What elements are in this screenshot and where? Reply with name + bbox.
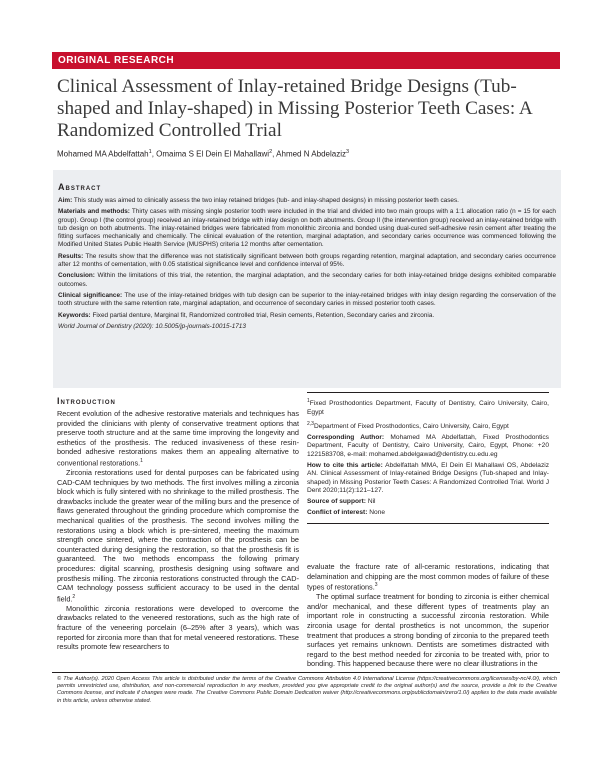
abstract-citation: World Journal of Dentistry (2020): 10.5005/jp-journals-10015-1713	[58, 322, 246, 330]
affiliation-rule	[307, 523, 549, 524]
author-list: Mohamed MA Abdelfattah$^1$, Omaima S El Dein El Mahallawi$^2$, Ahmed N Abdelaziz$^3$	[57, 149, 350, 159]
section-band	[52, 52, 560, 69]
corresponding-author: Corresponding Author: Mohamed MA Abdelfattah, Fixed Prosthodontics Department, Faculty of Dentistry, Cairo University, Cairo, Egypt, Phone: +20 1221583708, e-mail: mohamed.abdelgawad@dentistry.cu.edu.eg	[307, 433, 549, 458]
license-footer: © The Author(s). 2020 Open Access This article is distributed under the terms of the Creative Commons Attribution 4.0 International License (https://creativecommons.org/licenses/by-nc/4.0/), which permits unrestricted use, distribution, and non-commercial reproduction in any medium, provided you give appropriate credit to the original author(s) and the source, provide a link to the Creative Commons license, and indicate if changes were made. The Creative Commons Public Domain Dedication waiver (http://creativecommons.org/publicdomain/zero/1.0/) applies to the data made available in this article, unless otherwise stated.	[57, 676, 557, 704]
abstract-keywords: Keywords: Fixed partial denture, Marginal fit, Randomized controlled trial, Resin cements, Retention, Secondary caries and zirconia.	[58, 311, 435, 319]
affiliation-rule	[307, 392, 549, 393]
abstract-box	[53, 170, 561, 388]
abstract-significance: Clinical significance: The use of the inlay-retained bridges with tub design can be superior to the inlay-retained bridges with inlay design regarding the conservation of the tooth structure with the same retention rate, marginal adaptation, and occurrence of secondary caries in missed posterior tooth cases.	[58, 291, 556, 308]
band-label: ORIGINAL RESEARCH	[58, 55, 175, 66]
conflict-of-interest: Conflict of interest: None	[307, 509, 386, 517]
how-to-cite: How to cite this article: Abdelfattah MMA, El Dein El Mahallawi OS, Abdelaziz AN. Clinical Assessment of Inlay-retained Bridge Designs (Tub-shaped and Inlay-shaped) in Missing Posterior Teeth Cases: A Randomized Controlled Trial. World J Dent 2020;11(2):121–127.	[307, 461, 550, 495]
article-title: Clinical Assessment of Inlay-retained Bridge Designs (Tub-shaped and Inlay-shaped) in Missing Posterior Teeth Cases: A Randomized Controlled Trial	[57, 76, 532, 141]
introduction-right-column	[307, 562, 549, 669]
author-sup: 2	[269, 149, 273, 155]
abstract-heading: Abstract	[58, 182, 102, 192]
intro-paragraph: evaluate the fracture rate of all-ceramic restorations, indicating that delamination and chipping are the most common modes of failure of these types of restorations.$^3$	[307, 562, 549, 592]
intro-paragraph: Zirconia restorations used for dental purposes can be fabricated using CAD-CAM techniques by two methods. The first involves milling a zirconia block which is fully sintered with no shrinkage to the milled prosthesis. The drawbacks include the greater wear of the milling burs and the presence of flaws generated throughout the grinding procedure which compromise the mechanical qualities of the prosthesis. The second involves milling the restorations using a block which is pre-sintered, meeting the maximum strength once sintered, where the contraction of the prosthesis can be counteracted during designing the restoration, so that the prosthesis fit is guaranteed. The two methods encompass the following primary procedures: digital scanning, prosthesis designing using software and prosthesis milling. The zirconia restorations constructed through the CAD-CAM technology possess sufficient accuracy to be used in the dental field.$^2$	[57, 467, 299, 604]
author-name: Ahmed N Abdelaziz	[276, 149, 346, 159]
source-of-support: Source of support: Nil	[307, 498, 376, 506]
introduction-heading: Introduction	[57, 396, 116, 406]
author-name: Omaima S El Dein El Mahallawi	[156, 149, 270, 159]
abstract-conclusion: Conclusion: Within the limitations of this trial, the retention, the marginal adaptation, and the secondary caries for both inlay-retained bridge designs exhibited comparable outcomes.	[58, 272, 557, 288]
abstract-body	[58, 197, 556, 334]
affiliations	[307, 392, 549, 524]
abstract-methods: Materials and methods: Thirty cases with missing single posterior tooth were included in the trial and divided into two main groups with a 1:1 allocation ratio (n = 15 for each group). Group I (the control group) received an inlay-retained bridge with inlay design on both abutments. Group II (the intervention group) received an inlay-retained bridge with tub design on both abutments. The inlay-retained bridges were fabricated from monolithic zirconia and bonded using dual-cured self-adhesive resin cement after treating the fitting surfaces mechanically and chemically. The clinical evaluation of the retention, marginal adaptation, and secondary caries occurrence was commenced following the Modified United States Public Health Service (MUSPHS) criteria 12 months after cementation.	[58, 208, 556, 249]
affiliation-2: $^{2,3}$Department of Fixed Prosthodontics, Cairo University, Cairo, Egypt	[307, 420, 509, 430]
author-sup: 3	[345, 149, 350, 155]
intro-paragraph: The optimal surface treatment for bonding to zirconia is either chemical and/or mechanical, and these different types of treatments play an important role in constructing a successful zirconia restoration. While zirconia usage for dental prosthetics is not uncommon, the superior treatment that produces a strong bonding of zirconia to the prepared teeth surfaces yet remains unknown. Dentists are sometimes distracted with regard to the best method needed for zirconia to be treated with, prior to bonding. This happened because there were no clear illustrations in the	[307, 592, 549, 669]
abstract-results: Results: The results show that the difference was not statistically significant between both groups regarding retention, marginal adaptation, and secondary caries occurrence after 12 months of cementation, with 0.05 statistical significance level and confidence interval of 95%.	[58, 252, 556, 269]
abstract-aim: Aim: This study was aimed to clinically assess the two inlay retained bridges (tub- and inlay-shaped designs) in missing posterior teeth cases.	[58, 197, 459, 204]
author-name: Mohamed MA Abdelfattah	[57, 149, 149, 159]
author-sup: 1	[148, 149, 152, 155]
footer-rule	[52, 672, 560, 673]
intro-paragraph: Monolithic zirconia restorations were developed to overcome the drawbacks related to the veneered restorations, such as the high rate of fracture of the veneering porcelain (6–25% after 3 years), which was reported for zirconia more than that for metal veneered restorations. These results promote few researchers to	[57, 603, 299, 652]
intro-paragraph: Recent evolution of the adhesive restorative materials and techniques has provided the clinicians with plenty of conservative treatment options that preserve tooth structure and at the same time improving the longevity and esthetics of the prosthesis. The reduced invasiveness of these resin-bonded adhesive restorations makes them an appealing alternative to conventional restorations.$^1$	[57, 409, 299, 468]
affiliation-1: $^1$Fixed Prosthodontics Department, Faculty of Dentistry, Cairo University, Cairo, Egypt	[307, 398, 549, 416]
introduction-left-column	[57, 409, 299, 652]
